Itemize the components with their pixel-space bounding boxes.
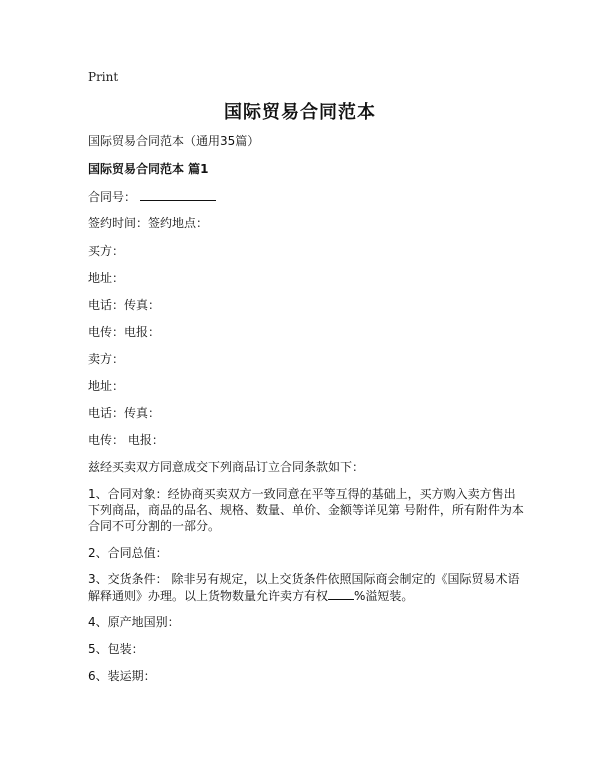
page-title: 国际贸易合同范本 <box>224 102 376 123</box>
clause-4: 4、原产地国别： <box>88 615 180 629</box>
buyer-phone-fax: 电话：传真： <box>88 298 161 312</box>
clause-2: 2、合同总值： <box>88 546 168 560</box>
buyer-telex-cable: 电传：电报： <box>88 325 161 339</box>
clause-3 <box>88 571 524 604</box>
sign-time-place: 签约时间：签约地点： <box>88 216 209 230</box>
section-heading: 国际贸易合同范本 篇1 <box>88 162 209 176</box>
contract-number-line <box>88 188 216 205</box>
clause-3-blank <box>328 587 354 600</box>
buyer-address: 地址： <box>88 271 125 285</box>
clause-1: 1、合同对象：经协商买卖双方一致同意在平等互得的基础上，买方购入卖方售出下列商品，商品的品名、规格、数量、单价、金额等详见第 号附件，所有附件为本合同不可分割的一部分。 <box>88 487 524 533</box>
clause-3-text: 3、交货条件： 除非另有规定，以上交货条件依照国际商会制定的《国际贸易术语解释通则》办理。以上货物数量允许卖方有权 <box>88 572 520 603</box>
document-subtitle: 国际贸易合同范本（通用35篇） <box>88 134 260 148</box>
clause-3-suffix: %溢短装。 <box>354 589 414 603</box>
buyer-label: 买方： <box>88 244 125 258</box>
intro-text: 兹经买卖双方同意成交下列商品订立合同条款如下： <box>88 460 365 474</box>
seller-label: 卖方： <box>88 352 125 366</box>
clause-6: 6、装运期： <box>88 669 156 683</box>
seller-telex-cable: 电传： 电报： <box>88 433 164 447</box>
clause-5: 5、包装： <box>88 642 144 656</box>
seller-phone-fax: 电话：传真： <box>88 406 161 420</box>
print-link[interactable]: Print <box>88 70 119 84</box>
contract-number-blank <box>140 188 216 201</box>
contract-number-label: 合同号： <box>88 190 137 204</box>
seller-address: 地址： <box>88 379 125 393</box>
